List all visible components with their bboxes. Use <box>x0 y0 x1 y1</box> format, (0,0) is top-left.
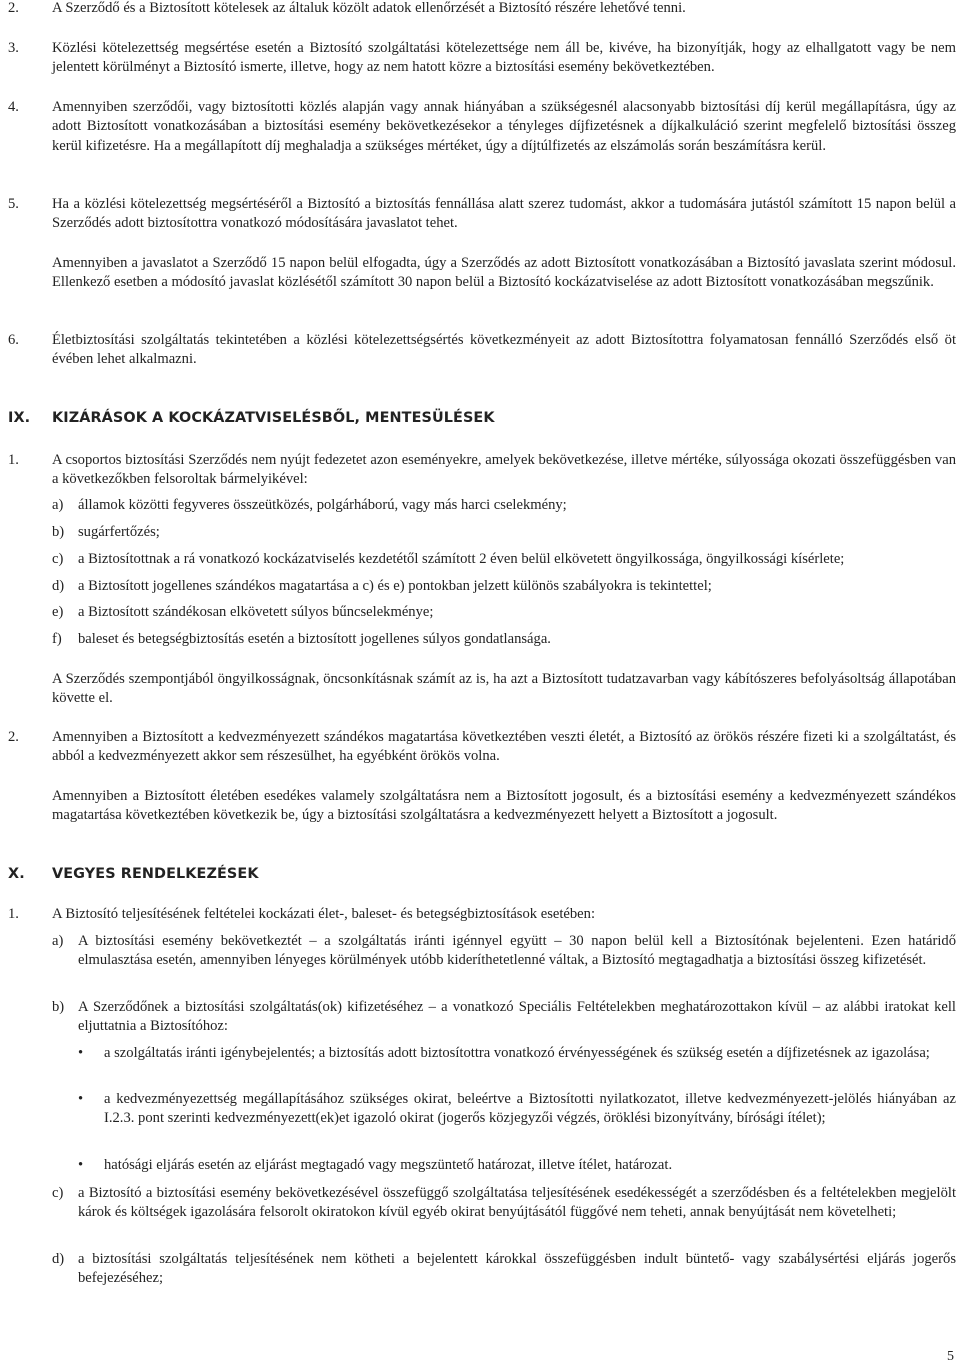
item-number: 3. <box>8 40 19 56</box>
list-item <box>8 905 956 924</box>
item-number: 1. <box>8 906 19 922</box>
list-item <box>8 98 956 156</box>
item-text: Közlési kötelezettség megsértése esetén a Biztosító szolgáltatási kötelezettsége nem áll be, kivéve, ha bizonyítják, hogy az elhallgatott vagy be nem jelentett körülményt a Biztosító ismerte, illetve, hogy az nem hatott közre a biztosítási esemény bekövetkeztében. <box>52 40 956 76</box>
sub-item <box>52 630 956 649</box>
bullet-glyph: • <box>78 1157 84 1173</box>
sub-item-text: a Biztosított szándékosan elkövetett súlyos bűncselekménye; <box>78 604 434 620</box>
item-text: A Biztosító teljesítésének feltételei kockázati élet-, baleset- és betegségbiztosítások esetében: <box>52 906 596 922</box>
section-number: X. <box>8 866 25 882</box>
sub-item-label: d) <box>52 1251 65 1267</box>
item-number: 5. <box>8 196 19 212</box>
list-item <box>8 728 956 767</box>
sub-item-label: c) <box>52 1185 64 1201</box>
item-number: 1. <box>8 452 19 468</box>
item-text: Ha a közlési kötelezettség megsértéséről a Biztosító a biztosítás fennállása alatt szerez tudomást, akkor a tudomására jutástól számított 15 napon belül a Szerződés adott biztosítottra vonatkozó módosítására javaslatot tehet. <box>52 196 956 232</box>
bullet-item <box>78 1156 956 1175</box>
sub-item <box>52 932 956 971</box>
section-title: KIZÁRÁSOK A KOCKÁZATVISELÉSBŐL, MENTESÜLÉSEK <box>52 410 495 426</box>
item-number: 2. <box>8 729 19 745</box>
sub-item-label: d) <box>52 578 65 594</box>
sub-item-text: a Biztosító a biztosítási esemény bekövetkezésével összefüggő szolgáltatása teljesítésének esedékességét a szerződésben és a feltételekben megjelölt károk és költségek igazolására felsorolt okiratokon kívül egyéb okirat benyújtásától függővé nem teheti, annak benyújtását nem követelheti; <box>78 1185 956 1221</box>
sub-item-label: b) <box>52 524 65 540</box>
item-text: Amennyiben szerződői, vagy biztosítotti közlés alapján vagy annak hiányában a szükségesnél alacsonyabb biztosítási díj kerül megállapításra, úgy az adott Biztosított vonatkozásában a biztosítási esemény bekövetkezésekor a tényleges díjfizetésnek a díjkalkuláció szerint megfelelő biztosítási összeg kerül kifizetésre. Ha a megállapított díj meghaladja a szükséges mértéket, úgy a díjtúlfizetés az elszámolás során beszámításra kerül. <box>52 99 956 154</box>
bullet-text: a kedvezményezettség megállapításához szükséges okirat, beleértve a Biztosítotti nyilatkozatot, illetve kedvezményezett-jelölés hiányában az I.2.3. pont szerinti kedvezményezett(ek)et igazoló okirat (jogerős közjegyzői végzés, öröklési bizonyítvány, bírósági ítélet); <box>104 1091 956 1127</box>
paragraph: Amennyiben a Biztosított életében esedékes valamely szolgáltatásra nem a Biztosított jogosult, és a biztosítási esemény a kedvezményezett szándékos magatartása következtében következik be, úgy a biztosítási szolgáltatásra a kedvezményezett helyett a Biztosított a jogosult. <box>52 788 956 824</box>
page-number: 5 <box>947 1349 954 1364</box>
item-number: 6. <box>8 332 19 348</box>
list-item <box>8 451 956 490</box>
bullet-item <box>78 1044 956 1063</box>
section-heading-ix <box>8 409 956 428</box>
sub-item-label: a) <box>52 933 64 949</box>
sub-item <box>52 603 956 622</box>
sub-item-text: A biztosítási esemény bekövetkeztét – a szolgáltatás iránti igénnyel együtt – 30 napon belül kell a Biztosítónak bejelenteni. Ezen határidő elmulasztása esetén, amennyiben lényeges körülmények utóbb kideríthetetlenné váltak, a Biztosító megtagadhatja a biztosítási összeg kifizetését. <box>78 933 956 969</box>
sub-item-text: baleset és betegségbiztosítás esetén a biztosított jogellenes súlyos gondatlansága. <box>78 631 551 647</box>
bullet-text: a szolgáltatás iránti igénybejelentés; a biztosítás adott biztosítottra vonatkozó érvényességének és szükség esetén a díjfizetésnek az igazolása; <box>104 1045 930 1061</box>
item-number: 4. <box>8 99 19 115</box>
item-text: A Szerződő és a Biztosított kötelesek az általuk közölt adatok ellenőrzését a Biztosító részére lehetővé tenni. <box>52 0 686 16</box>
list-item <box>8 0 956 18</box>
section-title: VEGYES RENDELKEZÉSEK <box>52 866 259 882</box>
sub-item-label: e) <box>52 604 64 620</box>
item-text: Életbiztosítási szolgáltatás tekintetében a közlési kötelezettségsértés következményeit az adott Biztosítottra folyamatosan fennálló Szerződés első öt évében lehet alkalmazni. <box>52 332 956 368</box>
sub-item-label: b) <box>52 999 65 1015</box>
section-number: IX. <box>8 410 31 426</box>
bullet-item <box>78 1090 956 1129</box>
bullet-glyph: • <box>78 1045 84 1061</box>
sub-item-text: a biztosítási szolgáltatás teljesítésének nem kötheti a bejelentett károkkal összefüggésben indult büntető- vagy szabálysértési eljárás jogerős befejezéséhez; <box>78 1251 956 1287</box>
sub-item-text: a Biztosított jogellenes szándékos magatartása a c) és e) pontokban jelzett különös szabályokra is tekintettel; <box>78 578 712 594</box>
item-text: A csoportos biztosítási Szerződés nem nyújt fedezetet azon eseményekre, amelyek bekövetkezése, illetve mértéke, súlyossága okozati összefüggésben van a következőkben felsoroltak bármelyikével: <box>52 452 956 488</box>
list-item <box>8 195 956 234</box>
sub-item-text: a Biztosítottnak a rá vonatkozó kockázatviselés kezdetétől számított 2 éven belül elkövetett öngyilkossága, öngyilkossági kísérlete; <box>78 551 845 567</box>
bullet-text: hatósági eljárás esetén az eljárást megtagadó vagy megszüntető határozat, illetve ítélet, határozat. <box>104 1157 673 1173</box>
paragraph: A Szerződés szempontjából öngyilkosságnak, öncsonkításnak számít az is, ha azt a Biztosított tudatzavarban vagy kábítószeres befolyásoltság állapotában követte el. <box>52 671 956 707</box>
sub-item-text: A Szerződőnek a biztosítási szolgáltatás(ok) kifizetéséhez – a vonatkozó Speciális Feltételekben meghatározottakon kívül – az alábbi iratokat kell eljuttatnia a Biztosítóhoz: <box>78 999 956 1035</box>
sub-item <box>52 1250 956 1289</box>
list-item <box>8 331 956 370</box>
sub-item <box>52 550 956 569</box>
section-heading-x <box>8 865 956 884</box>
sub-item-text: államok közötti fegyveres összeütközés, polgárháború, vagy más harci cselekmény; <box>78 497 567 513</box>
bullet-glyph: • <box>78 1091 84 1107</box>
sub-item-label: a) <box>52 497 64 513</box>
sub-item <box>52 496 956 515</box>
list-item <box>8 39 956 78</box>
sub-item <box>52 523 956 542</box>
paragraph: Amennyiben a javaslatot a Szerződő 15 napon belül elfogadta, úgy a Szerződés az adott Biztosított vonatkozásában a Biztosító javaslata szerint módosul. Ellenkező esetben a módosító javaslat közlésétől számított 30 napon belül a Biztosító kockázatviselése az adott Biztosított vonatkozásában megszűnik. <box>52 255 956 291</box>
sub-item-text: sugárfertőzés; <box>78 524 160 540</box>
sub-item-label: c) <box>52 551 64 567</box>
item-number: 2. <box>8 0 19 16</box>
sub-item <box>52 577 956 596</box>
item-text: Amennyiben a Biztosított a kedvezményezett szándékos magatartása következtében veszti életét, a Biztosító az örökös részére fizeti ki a szolgáltatást, és abból a kedvezményezett akkor sem részesülhet, ha egyébként örökös volna. <box>52 729 956 765</box>
sub-item-label: f) <box>52 631 62 647</box>
sub-item <box>52 1184 956 1223</box>
sub-item <box>52 998 956 1037</box>
